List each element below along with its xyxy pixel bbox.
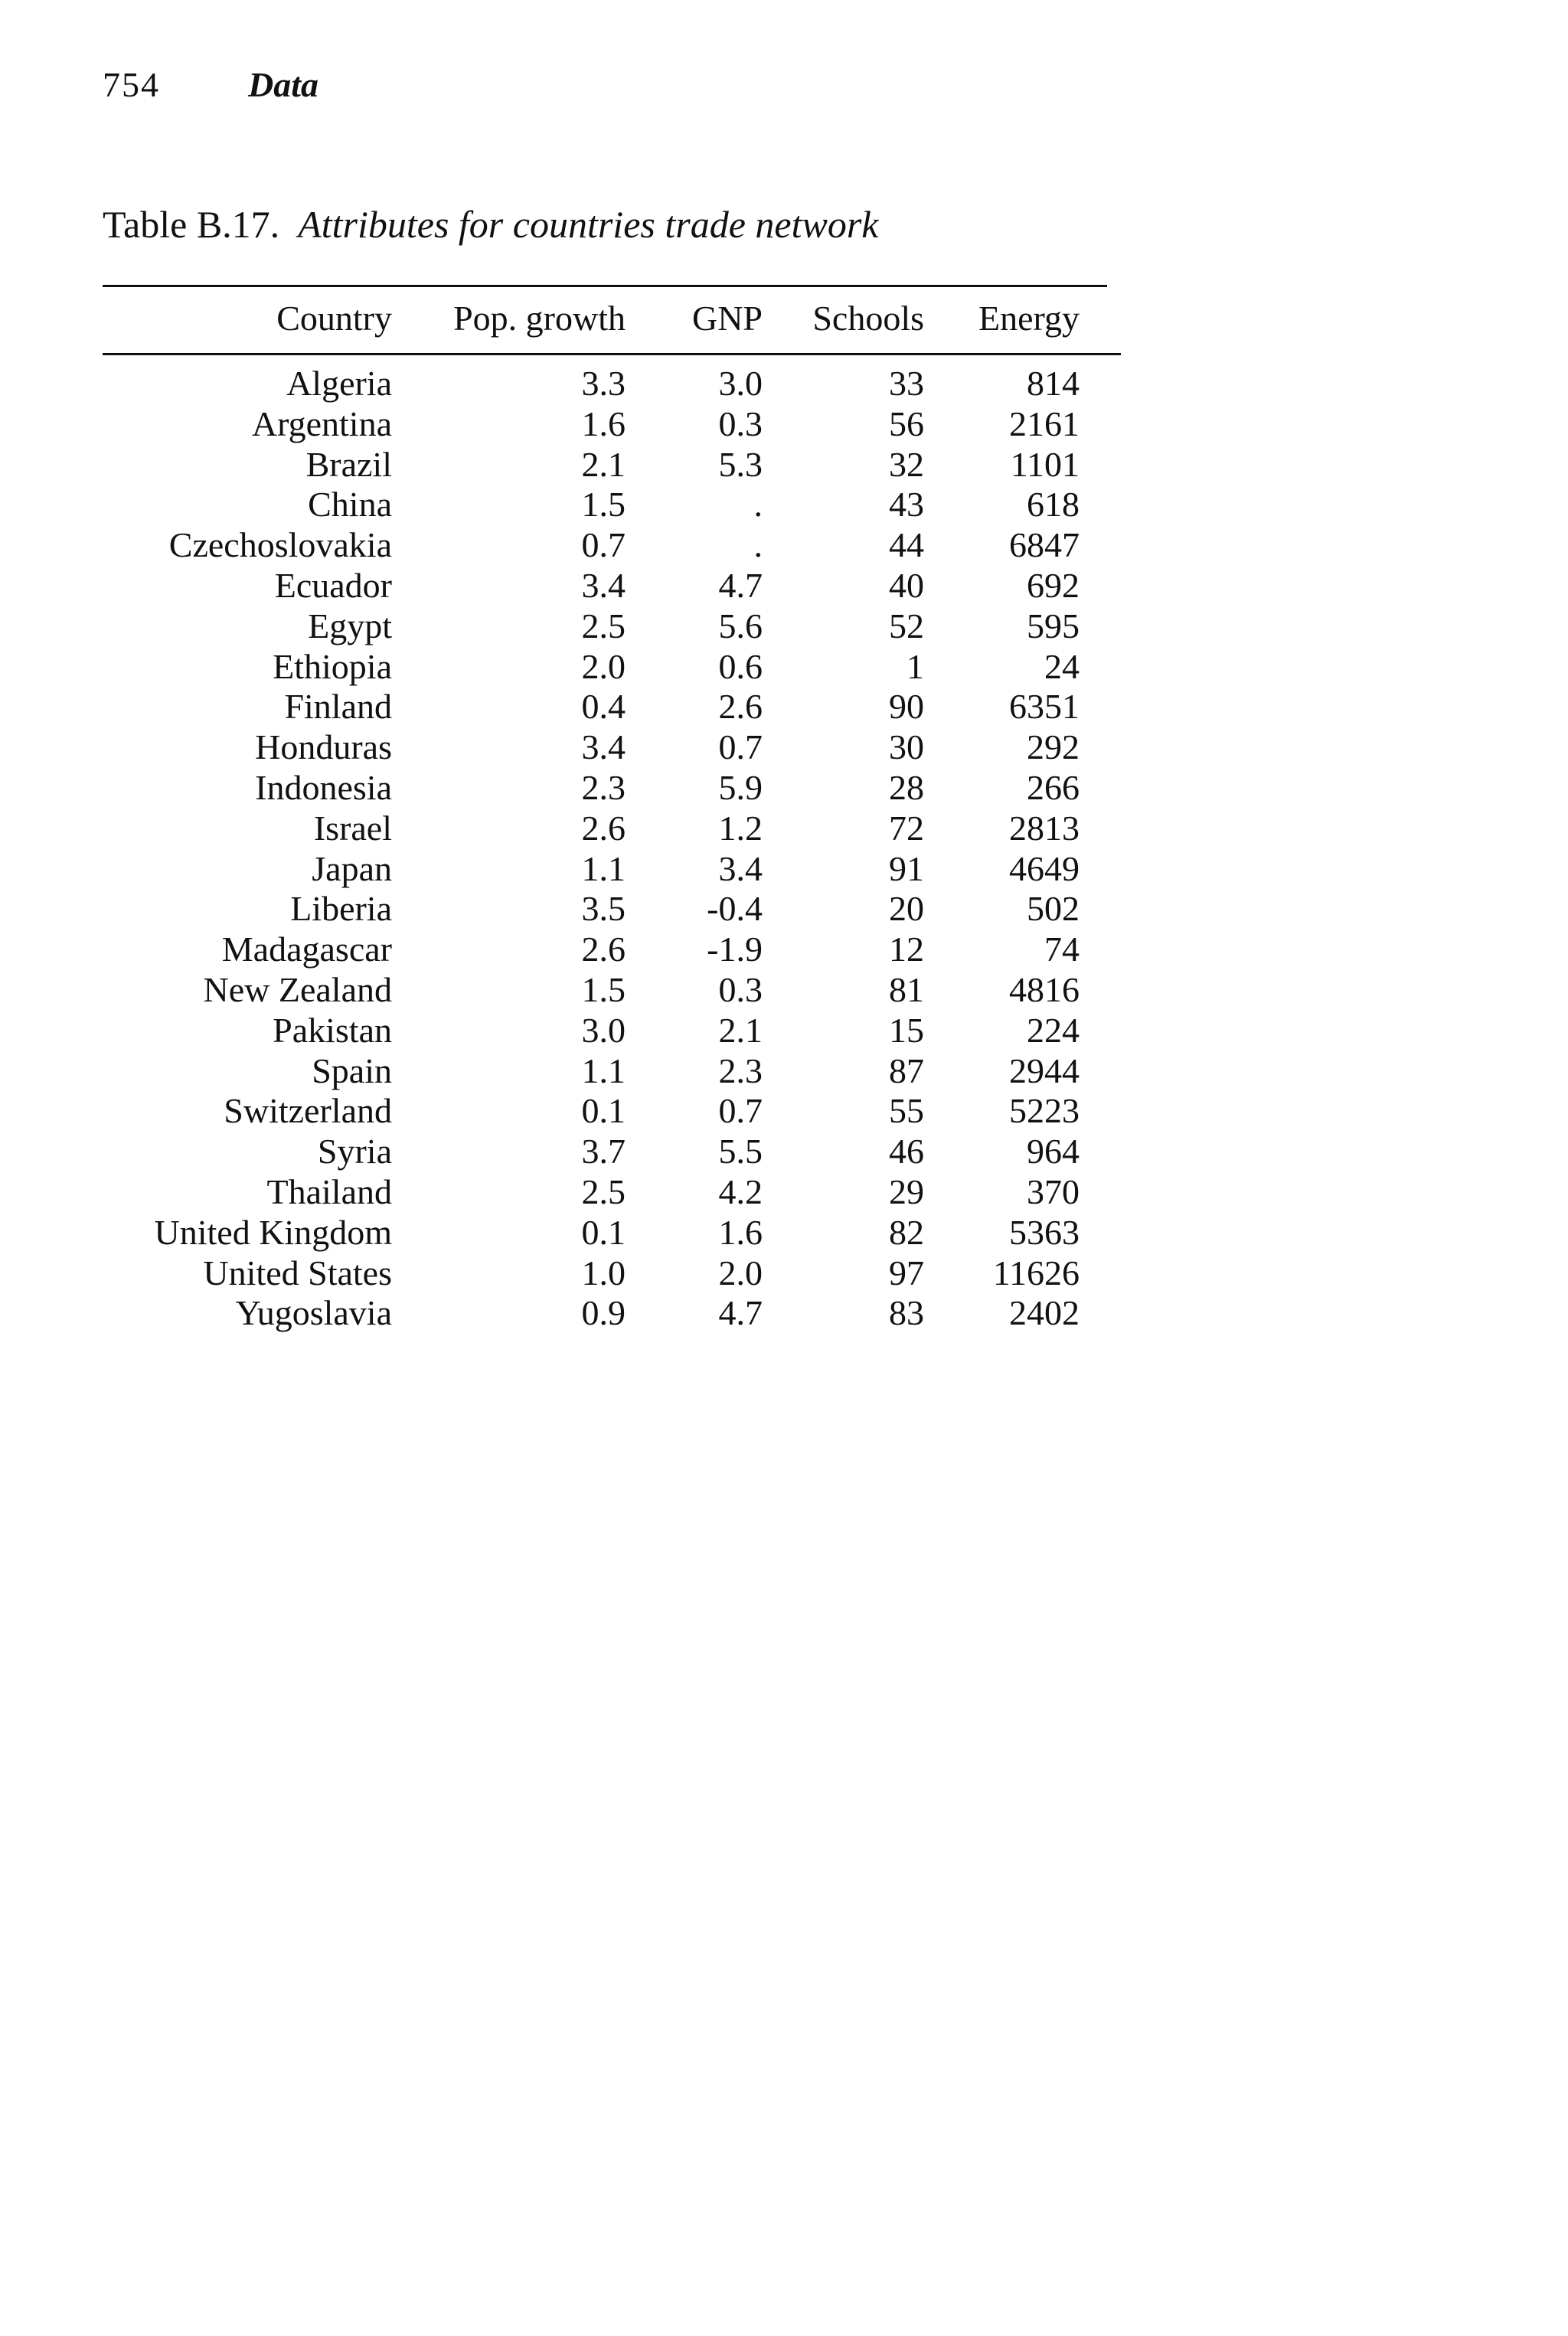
pop-growth-cell: 2.6 (581, 929, 626, 969)
energy-cell: 1101 (1010, 444, 1080, 484)
country-cell: Thailand (266, 1172, 392, 1211)
country-cell: Spain (312, 1050, 392, 1090)
pop-growth-cell: 3.4 (581, 727, 626, 767)
gnp-cell: -1.9 (707, 929, 763, 969)
gnp-cell: -0.4 (707, 889, 763, 929)
schools-cell: 44 (889, 525, 924, 565)
country-cell: Egypt (308, 606, 392, 645)
pop-growth-cell: 0.1 (581, 1091, 626, 1131)
schools-cell: 82 (889, 1212, 924, 1252)
energy-cell: 814 (1027, 364, 1080, 403)
gnp-cell: 1.2 (718, 808, 763, 848)
gnp-cell: . (753, 525, 763, 565)
schools-cell: 90 (889, 687, 924, 727)
pop-growth-cell: 2.3 (581, 768, 626, 807)
pop-growth-cell: 2.0 (581, 646, 626, 686)
energy-cell: 2944 (1009, 1050, 1080, 1090)
gnp-cell: 4.7 (718, 1293, 763, 1333)
pop-growth-cell: 3.0 (581, 1010, 626, 1050)
table-caption-label: Table B.17. (103, 203, 280, 246)
country-cell: Pakistan (273, 1010, 392, 1050)
schools-cell: 1 (906, 646, 924, 686)
column-header-pop-growth: Pop. growth (453, 299, 626, 338)
gnp-cell: 5.6 (718, 606, 763, 645)
energy-cell: 5363 (1009, 1212, 1080, 1252)
energy-cell: 2402 (1009, 1293, 1080, 1333)
schools-cell: 15 (889, 1010, 924, 1050)
country-cell: Czechoslovakia (168, 525, 392, 565)
country-cell: United States (203, 1253, 392, 1292)
pop-growth-cell: 3.3 (581, 364, 626, 403)
gnp-cell: 5.5 (718, 1132, 763, 1171)
schools-cell: 12 (889, 929, 924, 969)
column-header-schools: Schools (812, 299, 924, 338)
energy-cell: 964 (1027, 1132, 1080, 1171)
pop-growth-cell: 0.1 (581, 1212, 626, 1252)
energy-cell: 292 (1027, 727, 1080, 767)
pop-growth-cell: 1.5 (581, 485, 626, 524)
schools-cell: 29 (889, 1172, 924, 1211)
page-number: 754 (103, 65, 160, 104)
pop-growth-cell: 1.0 (581, 1253, 626, 1292)
schools-cell: 40 (889, 566, 924, 605)
pop-growth-cell: 2.1 (581, 444, 626, 484)
schools-cell: 46 (889, 1132, 924, 1171)
country-cell: Israel (313, 808, 392, 848)
country-cell: Indonesia (255, 768, 392, 807)
schools-cell: 81 (889, 970, 924, 1009)
country-cell: China (308, 485, 392, 524)
country-cell: Algeria (286, 364, 392, 403)
country-cell: Finland (284, 687, 392, 727)
pop-growth-cell: 0.7 (581, 525, 626, 565)
pop-growth-cell: 0.4 (581, 687, 626, 727)
energy-cell: 618 (1027, 485, 1080, 524)
country-cell: Yugoslavia (235, 1293, 392, 1333)
gnp-cell: 2.6 (718, 687, 763, 727)
pop-growth-cell: 1.1 (581, 848, 626, 888)
schools-cell: 43 (889, 485, 924, 524)
schools-cell: 55 (889, 1091, 924, 1131)
gnp-cell: 0.7 (718, 727, 763, 767)
energy-cell: 11626 (992, 1253, 1080, 1292)
country-cell: Argentina (251, 403, 392, 443)
energy-cell: 595 (1027, 606, 1080, 645)
schools-cell: 32 (889, 444, 924, 484)
gnp-cell: 1.6 (718, 1212, 763, 1252)
pop-growth-cell: 2.5 (581, 1172, 626, 1211)
gnp-cell: 0.3 (718, 403, 763, 443)
schools-cell: 33 (889, 364, 924, 403)
section-title: Data (248, 65, 318, 104)
pop-growth-cell: 1.5 (581, 970, 626, 1009)
gnp-cell: 4.7 (718, 566, 763, 605)
gnp-cell: 5.9 (718, 768, 763, 807)
energy-cell: 224 (1027, 1010, 1080, 1050)
energy-cell: 24 (1044, 646, 1080, 686)
gnp-cell: 4.2 (718, 1172, 763, 1211)
schools-cell: 52 (889, 606, 924, 645)
schools-cell: 56 (889, 403, 924, 443)
energy-cell: 4649 (1009, 848, 1080, 888)
energy-cell: 370 (1027, 1172, 1080, 1211)
energy-cell: 6351 (1009, 687, 1080, 727)
energy-cell: 5223 (1009, 1091, 1080, 1131)
schools-cell: 30 (889, 727, 924, 767)
gnp-cell: 2.3 (718, 1050, 763, 1090)
schools-cell: 91 (889, 848, 924, 888)
energy-cell: 2161 (1009, 403, 1080, 443)
gnp-cell: 0.6 (718, 646, 763, 686)
country-cell: Ethiopia (273, 646, 392, 686)
gnp-cell: 2.0 (718, 1253, 763, 1292)
country-cell: Japan (312, 848, 392, 888)
gnp-cell: 3.0 (718, 364, 763, 403)
schools-cell: 83 (889, 1293, 924, 1333)
pop-growth-cell: 3.7 (581, 1132, 626, 1171)
country-cell: Switzerland (224, 1091, 392, 1131)
schools-cell: 28 (889, 768, 924, 807)
gnp-cell: 0.3 (718, 970, 763, 1009)
pop-growth-cell: 1.6 (581, 403, 626, 443)
country-cell: Honduras (255, 727, 392, 767)
schools-cell: 72 (889, 808, 924, 848)
energy-cell: 4816 (1009, 970, 1080, 1009)
pop-growth-cell: 0.9 (581, 1293, 626, 1333)
schools-cell: 87 (889, 1050, 924, 1090)
country-cell: New Zealand (203, 970, 392, 1009)
schools-cell: 97 (889, 1253, 924, 1292)
energy-cell: 502 (1027, 889, 1080, 929)
energy-cell: 266 (1027, 768, 1080, 807)
energy-cell: 74 (1044, 929, 1080, 969)
pop-growth-cell: 3.5 (581, 889, 626, 929)
column-header-energy: Energy (978, 299, 1080, 338)
country-cell: Syria (317, 1132, 392, 1171)
country-cell: United Kingdom (154, 1212, 392, 1252)
country-cell: Madagascar (221, 929, 392, 969)
schools-cell: 20 (889, 889, 924, 929)
country-cell: Ecuador (274, 566, 392, 605)
gnp-cell: 0.7 (718, 1091, 763, 1131)
column-header-gnp: GNP (691, 299, 763, 338)
pop-growth-cell: 1.1 (581, 1050, 626, 1090)
country-cell: Liberia (290, 889, 392, 929)
energy-cell: 692 (1027, 566, 1080, 605)
column-header-country: Country (276, 299, 392, 338)
energy-cell: 2813 (1009, 808, 1080, 848)
pop-growth-cell: 3.4 (581, 566, 626, 605)
country-cell: Brazil (305, 444, 392, 484)
table-caption-text: Attributes for countries trade network (298, 203, 879, 246)
pop-growth-cell: 2.6 (581, 808, 626, 848)
pop-growth-cell: 2.5 (581, 606, 626, 645)
energy-cell: 6847 (1009, 525, 1080, 565)
gnp-cell: . (753, 485, 763, 524)
gnp-cell: 2.1 (718, 1010, 763, 1050)
gnp-cell: 5.3 (718, 444, 763, 484)
gnp-cell: 3.4 (718, 848, 763, 888)
